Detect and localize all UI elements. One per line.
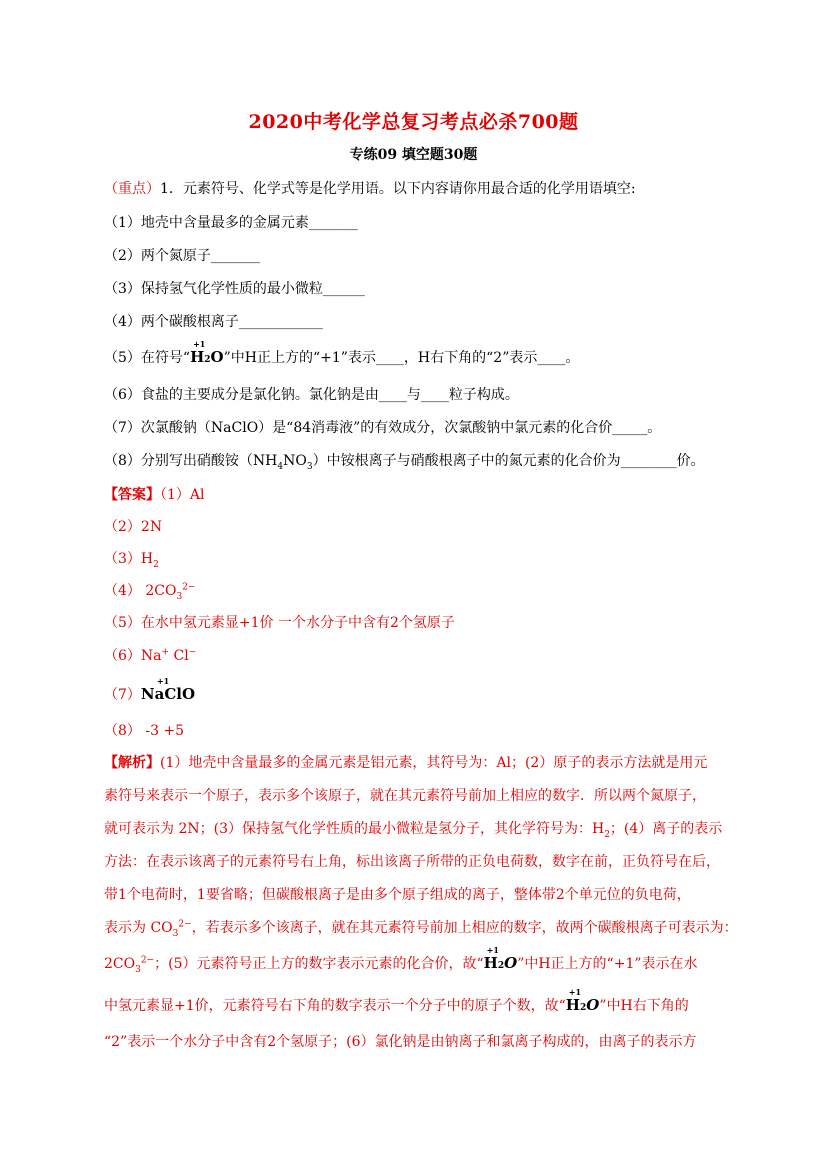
analysis-line-5: 带1个电荷时，1要省略；但碳酸根离子是由多个原子组成的离子，整体带2个单元位的负电荷， (104, 887, 691, 903)
formula-element-o: O (586, 996, 600, 1014)
formula-element-h: H (190, 348, 205, 366)
superscript: + (161, 647, 170, 658)
subscript: 4 (277, 461, 284, 472)
answer-5: （5）在水中氢元素显+1价 一个水分子中含有2个氢原子 (104, 615, 455, 631)
formula-element-h: H (565, 996, 580, 1014)
analysis-text: ”中H正上方的“+1”表示在水 (517, 956, 698, 972)
subscript: 3 (306, 461, 313, 472)
question-item-8-b: NO (283, 453, 307, 469)
valence-mark: +1 (486, 945, 499, 955)
formula-subscript: 2 (204, 355, 211, 365)
analysis-line-8 (104, 987, 689, 1015)
answer-6-na: （6）Na (104, 648, 162, 664)
analysis-label: 【解析】 (104, 755, 160, 771)
superscript: 2− (140, 955, 155, 966)
analysis-text: 2CO (104, 956, 136, 972)
answer-7 (104, 676, 196, 704)
question-item-5 (104, 339, 580, 367)
answer-1: （1）Al (160, 487, 205, 503)
page-title: 2020中考化学总复习考点必杀700题 (248, 111, 579, 133)
analysis-text: (1）地壳中含量最多的金属元素是铝元素，其符号为：Al；(2）原子的表示方法就是用元 (160, 755, 708, 771)
answer-7-label: （7） (104, 687, 141, 703)
subscript: 3 (135, 964, 141, 975)
subscript: 3 (172, 928, 179, 939)
analysis-text: 中氢元素显+1价，元素符号右下角的数字表示一个分子中的原子个数，故“ (104, 998, 566, 1014)
h2o-formula (565, 987, 600, 1014)
analysis-line-4: 方法：在表示该离子的元素符号右上角，标出该离子所带的正负电荷数，数字在前，正负符号在后， (104, 854, 720, 870)
h2o-formula (483, 945, 518, 972)
valence-mark: +1 (193, 339, 206, 349)
formula-element-o: O (210, 348, 224, 366)
question-item-3: （3）保持氢气化学性质的最小微粒______ (104, 281, 365, 297)
question-item-5-suffix: ”中H正上方的“+1”表示____，H右下角的“2”表示____。 (223, 350, 580, 366)
page-subtitle: 专练09 填空题30题 (349, 147, 478, 163)
naclo-formula (140, 676, 196, 703)
analysis-text: ；(4）离子的表示 (609, 821, 723, 837)
question-item-1: （1）地壳中含量最多的金属元素_______ (104, 215, 358, 231)
analysis-line-1 (104, 752, 707, 772)
question-item-7: （7）次氯酸钠（NaClO）是“84消毒液”的有效成分，次氯酸钠中氯元素的化合价_____。 (104, 420, 662, 436)
formula-naclo-text: NaClO (140, 685, 196, 703)
answer-6-cl: Cl (169, 648, 189, 664)
answer-8: （8） -3 +5 (104, 723, 185, 739)
formula-element-o: O (504, 954, 518, 972)
answer-6 (104, 645, 196, 665)
question-item-5-prefix: （5）在符号“ (104, 350, 191, 366)
superscript: 2− (182, 582, 196, 593)
question-stem-line (104, 178, 636, 198)
h2o-formula (190, 339, 224, 366)
answer-label: 【答案】 (104, 487, 160, 503)
answer-4-text: （4） 2CO (104, 583, 177, 599)
question-item-8 (104, 450, 705, 470)
analysis-line-9: “2”表示一个水分子中含有2个氢原子；(6）氯化钠是由钠离子和氯离子构成的，由离子的表示方 (104, 1034, 697, 1050)
superscript: 2− (178, 919, 192, 930)
valence-mark: +1 (568, 987, 582, 997)
analysis-text: 表示为 CO (104, 920, 173, 936)
analysis-text: ；(5）元素符号正上方的数字表示元素的化合价，故“ (154, 956, 484, 972)
subscript: 3 (176, 591, 183, 602)
question-item-6: （6）食盐的主要成分是氯化钠。氯化钠是由____与____粒子构成。 (104, 387, 519, 403)
analysis-text: 就可表示为 2N；(3）保持氢气化学性质的最小微粒是氢分子，其化学符号为：H (104, 821, 605, 837)
subscript: 2 (153, 559, 159, 570)
formula-element-h: H (483, 954, 498, 972)
question-item-8-c: ）中铵根离子与硝酸根离子中的氮元素的化合价为________价。 (312, 453, 705, 469)
answer-4 (104, 580, 195, 600)
analysis-text: ，若表示多个该离子，就在其元素符号前加上相应的数字，故两个碳酸根离子可表示为： (191, 920, 738, 936)
analysis-text: ”中H右下角的 (599, 998, 689, 1014)
analysis-line-2: 素符号来表示一个原子，表示多个该原子，就在其元素符号前加上相应的数字．所以两个氮原子， (104, 788, 706, 804)
answer-3 (104, 548, 159, 568)
question-stem: 1．元素符号、化学式等是化学用语。以下内容请你用最合适的化学用语填空: (160, 181, 636, 197)
answer-2: （2）2N (104, 519, 163, 535)
analysis-line-7 (104, 945, 698, 975)
formula-subscript: 2 (497, 961, 505, 971)
question-item-4: （4）两个碳酸根离子____________ (104, 314, 323, 330)
question-item-2: （2）两个氮原子_______ (104, 248, 260, 264)
question-tag: （重点） (104, 181, 160, 197)
analysis-line-3 (104, 818, 722, 838)
question-item-8-a: （8）分别写出硝酸铵（NH (104, 453, 278, 469)
formula-subscript: 2 (579, 1003, 587, 1013)
valence-mark: +1 (156, 676, 170, 686)
analysis-line-6 (104, 917, 738, 937)
answer-3-text: （3）H (104, 551, 154, 567)
answer-line-1 (104, 484, 205, 504)
subscript: 2 (604, 829, 610, 840)
superscript: − (188, 647, 197, 658)
